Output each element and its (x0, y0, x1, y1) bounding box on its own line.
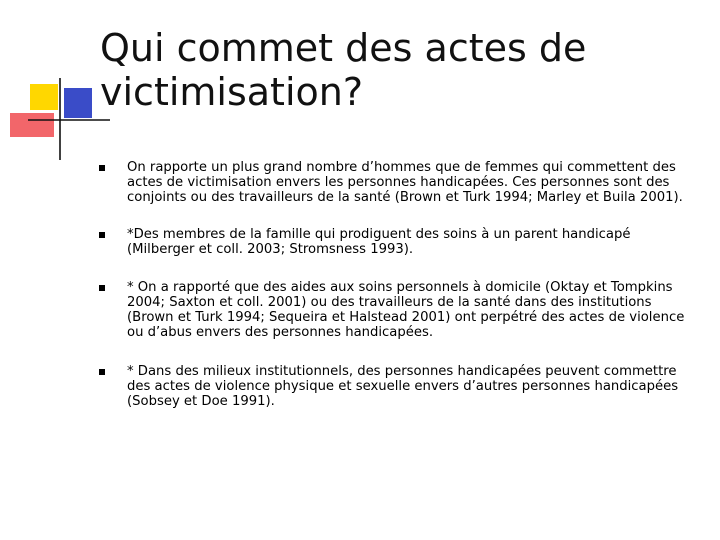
bullet-item (96, 364, 702, 409)
decorative-squares (0, 0, 110, 170)
bullet-text: * Dans des milieux institutionnels, des personnes handicapées peuvent commettre des actes de violence physique et sexuelle envers d’autres personnes handicapées (Sobsey et Doe 1991). (127, 364, 679, 409)
bullet-list (96, 160, 702, 409)
square-bullet-icon (99, 165, 105, 171)
red-square (10, 113, 54, 137)
bullet-text: * On a rapporté que des aides aux soins personnels à domicile (Oktay et Tompkins 2004; Saxton et coll. 2001) ou des travailleurs de la santé dans des institutions (Brown et Turk 1994; Sequeira et Halstead 2001) ont perpétré des actes de violence ou d’abus envers des personnes handicapées. (127, 280, 685, 340)
page-title (100, 26, 700, 114)
square-bullet-icon (99, 232, 105, 238)
blue-square (64, 88, 92, 118)
square-bullet-icon (99, 369, 105, 375)
title-line-1: Qui commet des actes de (100, 26, 587, 70)
bullet-text: *Des membres de la famille qui prodiguent des soins à un parent handicapé (Milberger et coll. 2003; Stromsness 1993). (127, 227, 631, 257)
bullet-item (96, 160, 702, 205)
yellow-square (30, 84, 58, 110)
bullet-item (96, 227, 702, 257)
square-bullet-icon (99, 285, 105, 291)
bullet-item (96, 280, 702, 340)
title-line-2: victimisation? (100, 70, 364, 114)
bullet-text: On rapporte un plus grand nombre d’hommes que de femmes qui commettent des actes de victimisation envers les personnes handicapées. Ces personnes sont des conjoints ou des travailleurs de la santé (Brown et Turk 1994; Marley et Buila 2001). (127, 160, 683, 205)
